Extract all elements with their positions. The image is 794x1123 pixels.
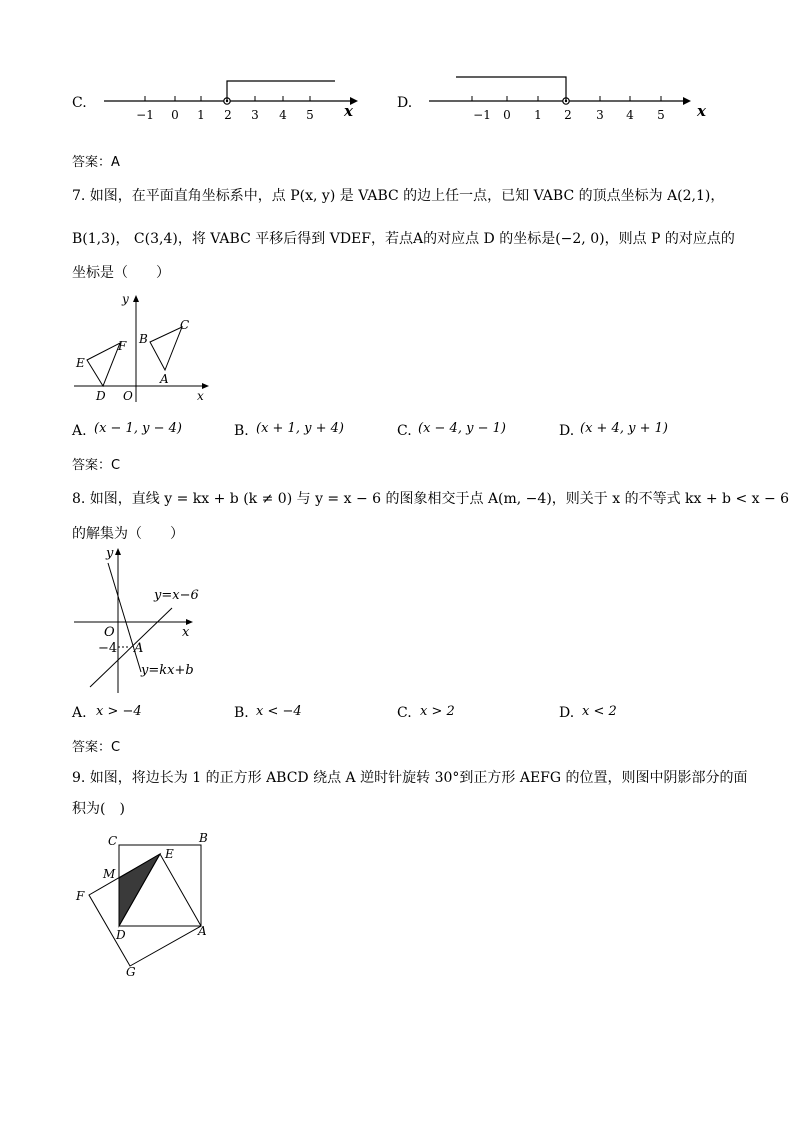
q8-option-b-letter: B. (234, 705, 249, 721)
q7-stem-line3: 坐标是（ ） (72, 265, 170, 281)
q7-label-e: E (76, 356, 85, 370)
q8-option-d-letter: D. (559, 705, 575, 721)
q7-option-d-letter: D. (559, 423, 575, 439)
q6d-tick-4: 4 (626, 108, 634, 122)
q8-option-b-text: x < −4 (256, 704, 302, 719)
q7-option-a-text: (x − 1, y − 4) (94, 421, 182, 436)
q6d-tick-1: 1 (534, 108, 542, 122)
q6d-tick-3: 3 (596, 108, 604, 122)
q9-label-e: E (165, 847, 174, 861)
q8-answer: 答案：C (72, 740, 121, 755)
q6-option-c-letter: C. (72, 95, 87, 111)
q7-figure (72, 290, 222, 410)
q6c-tick-1: 1 (197, 108, 205, 122)
q7-label-x: x (197, 389, 204, 403)
q7-option-b-letter: B. (234, 423, 249, 439)
q8-label-line1: y=x−6 (154, 588, 199, 603)
q8-stem-line2: 的解集为（ ） (72, 526, 184, 542)
q7-label-d: D (96, 389, 106, 403)
q6c-tick-5: 5 (306, 108, 314, 122)
q6d-tick-5: 5 (657, 108, 665, 122)
q9-label-f: F (76, 889, 85, 903)
q6c-axis-label: x (344, 102, 353, 120)
q7-label-o: O (123, 389, 133, 403)
q8-label-a: A (134, 641, 144, 656)
q7-stem-line1: 7. 如图，在平面直角坐标系中，点 P(x, y) 是 VABC 的边上任一点，已知 VABC 的顶点坐标为 A(2,1)， (72, 188, 725, 204)
q8-option-a-letter: A. (72, 705, 87, 721)
q6d-tick-0: 0 (503, 108, 511, 122)
q7-label-a: A (160, 372, 169, 386)
q7-option-b-text: (x + 1, y + 4) (256, 421, 344, 436)
q9-label-m: M (103, 867, 116, 881)
q8-label-x: x (182, 625, 190, 640)
q9-label-g: G (126, 965, 136, 979)
q6-option-c-number-line (100, 70, 400, 130)
q7-option-d-text: (x + 4, y + 1) (580, 421, 668, 436)
q9-figure (70, 828, 220, 978)
q7-option-c-letter: C. (397, 423, 412, 439)
q6d-tick-neg1: −1 (473, 108, 491, 122)
q7-label-c: C (180, 318, 190, 332)
q8-label-y: y (106, 546, 114, 561)
q8-figure (72, 545, 212, 695)
q7-stem-line2: B(1,3)， C(3,4)，将 VABC 平移后得到 VDEF，若点A的对应点 D 的坐标是(−2, 0)，则点 P 的对应点的 (72, 231, 735, 247)
q6c-tick-4: 4 (279, 108, 287, 122)
q7-label-b: B (139, 332, 148, 346)
q8-label-o: O (104, 625, 115, 640)
q8-label-line2: y=kx+b (141, 663, 194, 678)
q9-stem-line2: 积为( ) (72, 801, 125, 817)
q7-label-f: F (118, 339, 127, 353)
q6c-tick-0: 0 (171, 108, 179, 122)
q9-label-c: C (108, 834, 118, 848)
q6d-tick-2: 2 (564, 108, 572, 122)
q9-label-d: D (116, 928, 126, 942)
q9-label-b: B (199, 831, 208, 845)
q9-stem-line1: 9. 如图，将边长为 1 的正方形 ABCD 绕点 A 逆时针旋转 30°到正方形 AEFG 的位置，则图中阴影部分的面 (72, 770, 748, 786)
q6c-tick-2: 2 (224, 108, 232, 122)
q9-label-a: A (198, 924, 207, 938)
q8-option-c-letter: C. (397, 705, 412, 721)
q6-option-d-number-line (425, 70, 745, 130)
q6-answer: 答案：A (72, 155, 120, 170)
q7-answer: 答案：C (72, 458, 121, 473)
q7-label-y: y (122, 292, 129, 306)
q8-stem-line1: 8. 如图，直线 y = kx + b (k ≠ 0) 与 y = x − 6 的图象相交于点 A(m, −4)，则关于 x 的不等式 kx + b < x − 6 (72, 491, 790, 507)
q8-option-c-text: x > 2 (420, 704, 455, 719)
q6-option-d-letter: D. (397, 95, 413, 111)
q7-option-c-text: (x − 4, y − 1) (418, 421, 506, 436)
q7-option-a-letter: A. (72, 423, 87, 439)
q6c-tick-neg1: −1 (136, 108, 154, 122)
q6d-axis-label: x (697, 102, 706, 120)
q8-option-a-text: x > −4 (96, 704, 142, 719)
q8-label-neg4: −4 (98, 641, 118, 656)
q6c-tick-3: 3 (251, 108, 259, 122)
q8-option-d-text: x < 2 (582, 704, 617, 719)
